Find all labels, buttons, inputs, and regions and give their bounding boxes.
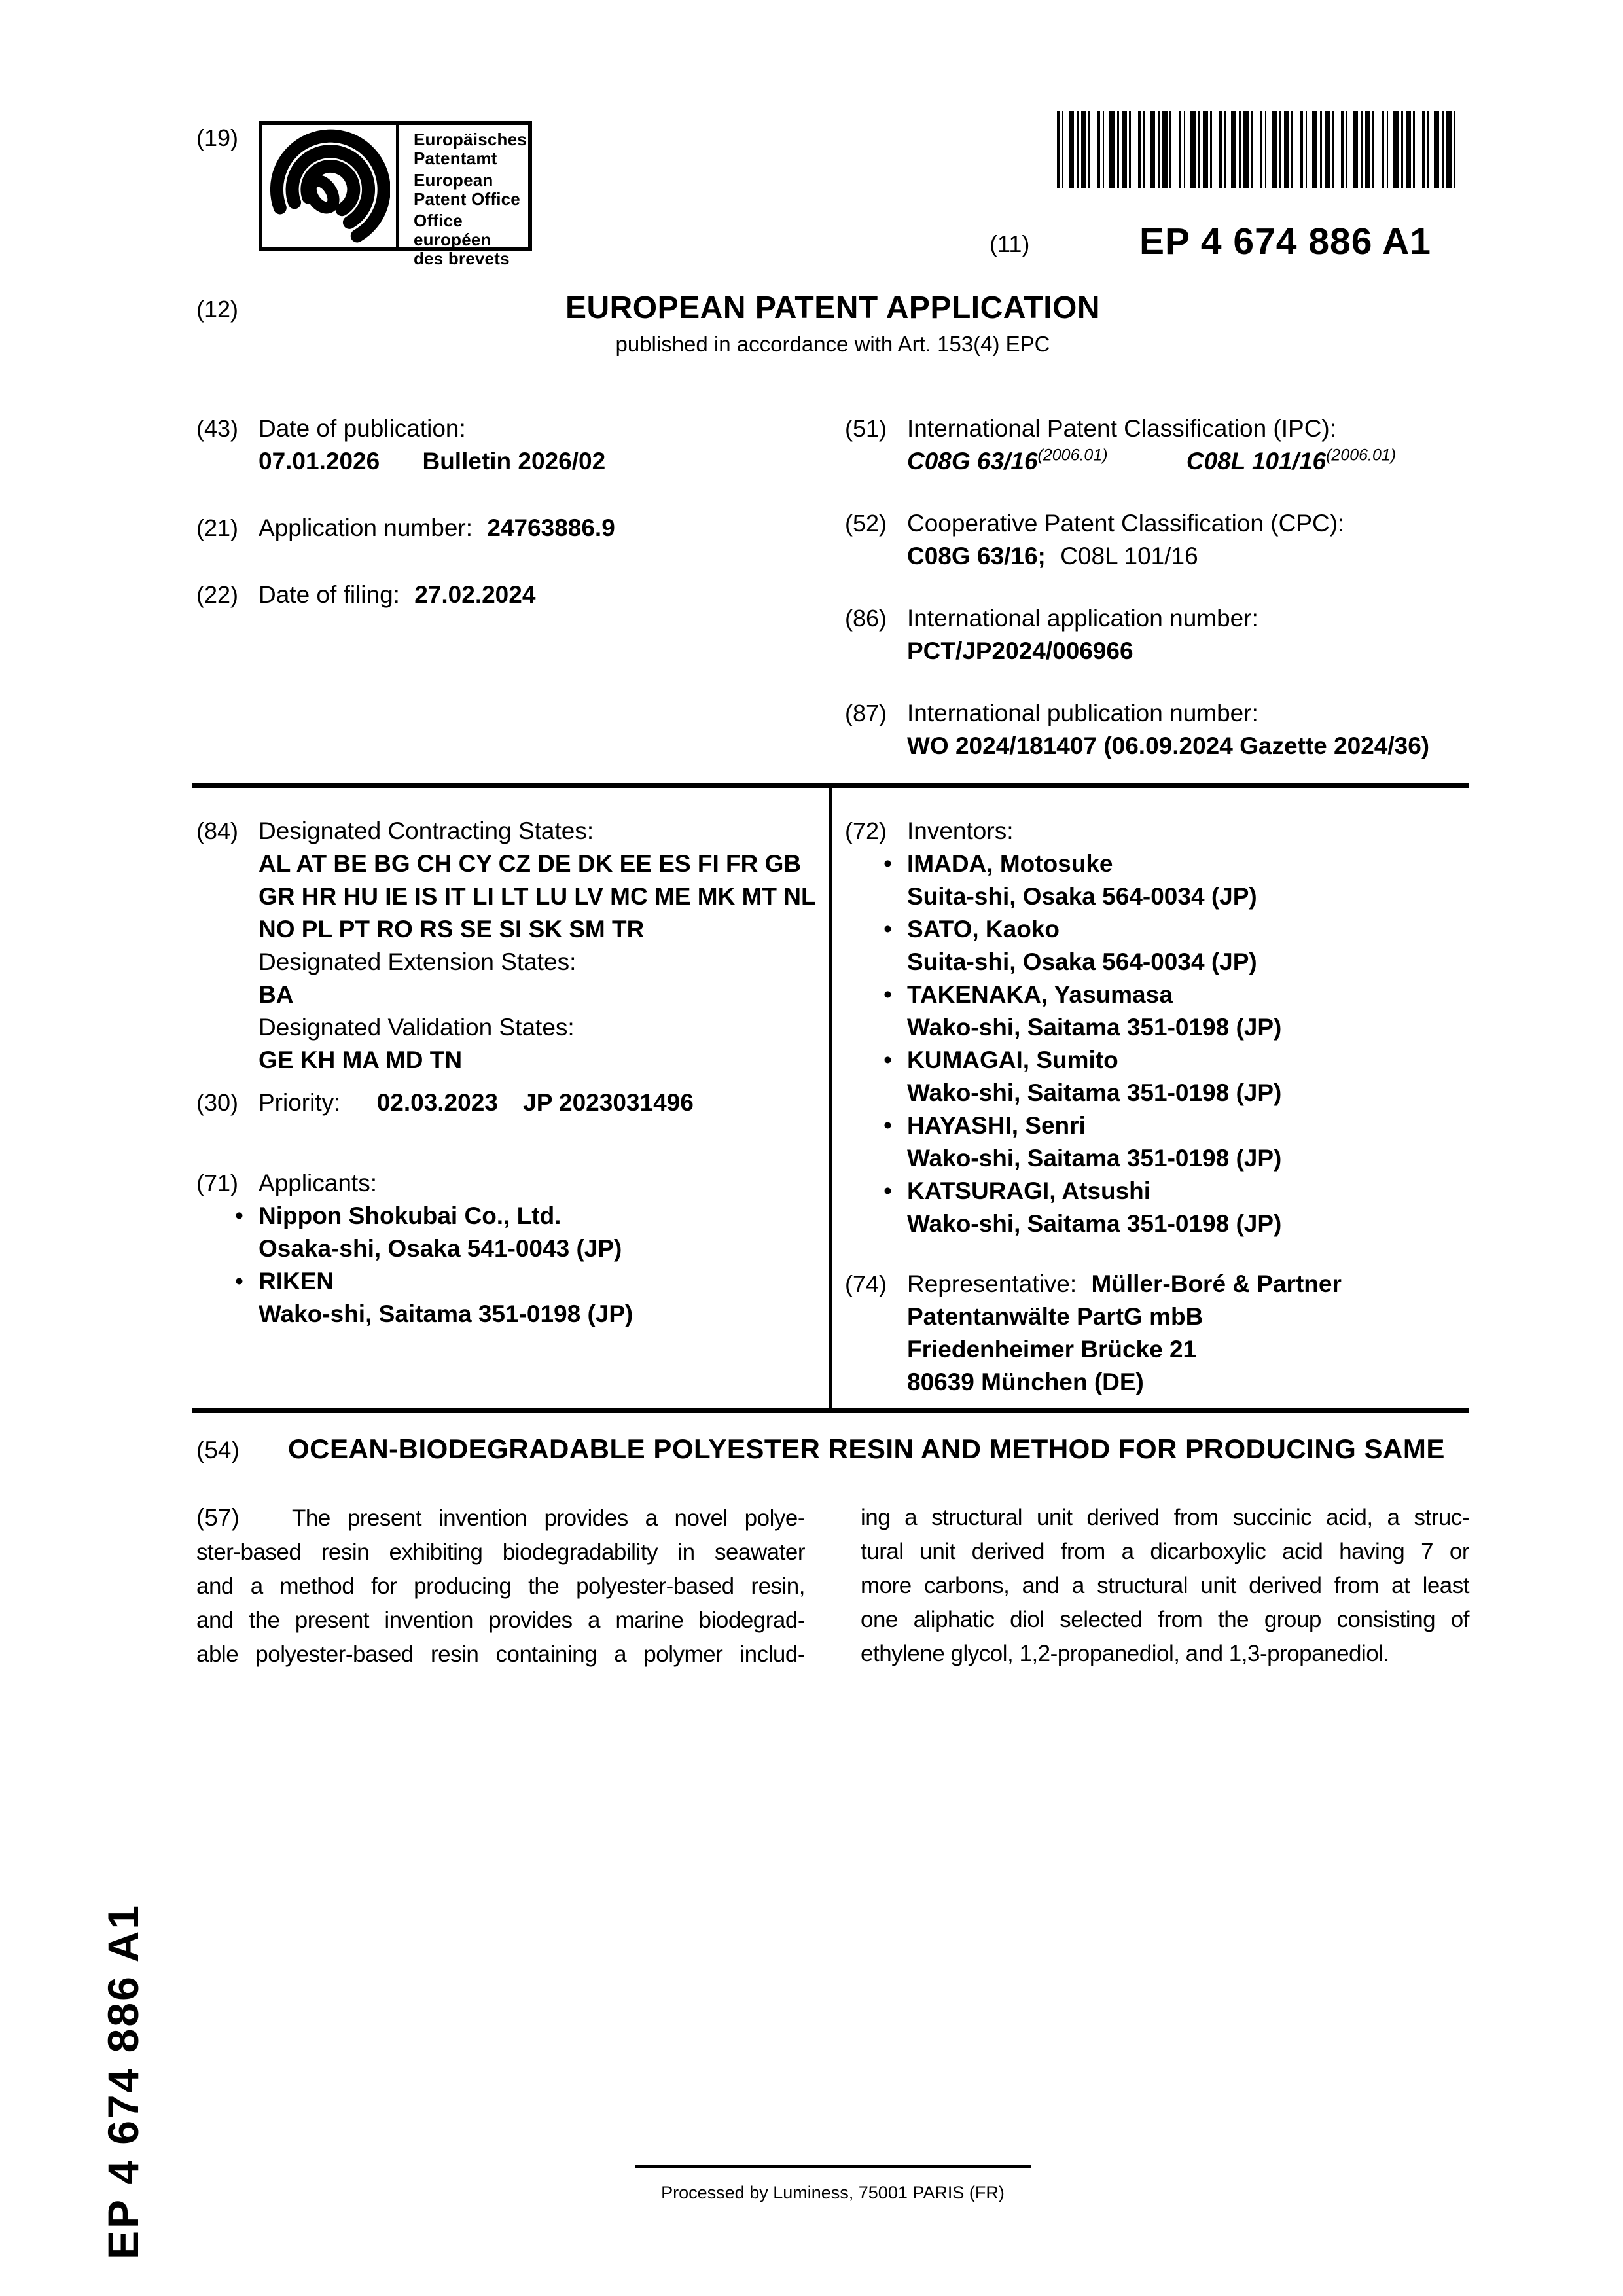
validation-states-title: Designated Validation States: bbox=[259, 1014, 575, 1041]
inid-43-label: (43) bbox=[196, 415, 239, 442]
inventor-item bbox=[907, 913, 1469, 978]
middle-bibliographic-section bbox=[196, 815, 1469, 1399]
contracting-states-title: Designated Contracting States: bbox=[259, 817, 594, 844]
abstract-left-column bbox=[196, 1501, 805, 1672]
inid-72-label: (72) bbox=[845, 817, 887, 844]
inventor-name: • KATSURAGI, Atsushi bbox=[907, 1177, 1151, 1204]
inid-30-label: (30) bbox=[196, 1089, 239, 1116]
inventor-address: Wako-shi, Saitama 351-0198 (JP) bbox=[907, 1210, 1282, 1237]
logo-text-de-2: Patentamt bbox=[414, 149, 497, 168]
field-filing-date bbox=[196, 579, 845, 611]
logo-text-fr-1: Office européen bbox=[414, 211, 491, 249]
inid-87-label: (87) bbox=[845, 700, 887, 726]
logo-text-de-1: Europäisches bbox=[414, 130, 527, 149]
representative-title: Representative: bbox=[907, 1270, 1077, 1297]
inventor-item bbox=[907, 848, 1469, 913]
abstract-line: more carbons, and a structural unit derived from at least bbox=[861, 1573, 1469, 1598]
footer bbox=[196, 2165, 1469, 2203]
document-kind-title: EUROPEAN PATENT APPLICATION bbox=[565, 291, 1101, 325]
inventor-name: • TAKENAKA, Yasumasa bbox=[907, 981, 1173, 1008]
applicant-name: • RIKEN bbox=[259, 1268, 334, 1295]
intl-publication-title: International publication number: bbox=[907, 700, 1258, 726]
abstract-line: (57) The present invention provides a novel polye- bbox=[196, 1501, 805, 1535]
abstract-line: tural unit derived from a dicarboxylic acid having 7 or bbox=[861, 1539, 1469, 1564]
application-number-value: 24763886.9 bbox=[487, 514, 615, 541]
priority-number: JP 2023031496 bbox=[523, 1089, 694, 1116]
filing-date-value: 27.02.2024 bbox=[414, 581, 536, 608]
contracting-states-line: GR HR HU IE IS IT LI LT LU LV MC ME MK MT NL bbox=[259, 883, 816, 910]
intl-application-value: PCT/JP2024/006966 bbox=[907, 637, 1133, 664]
field-publication-date bbox=[196, 412, 845, 478]
abstract-line: and the present invention provides a marine biodegrad- bbox=[196, 1607, 805, 1633]
field-priority bbox=[196, 1086, 845, 1119]
inid-71-label: (71) bbox=[196, 1170, 239, 1196]
top-bibliographic-section bbox=[196, 412, 1469, 762]
inventor-item bbox=[907, 1044, 1469, 1109]
inventor-address: Wako-shi, Saitama 351-0198 (JP) bbox=[907, 1079, 1282, 1106]
inid-84-label: (84) bbox=[196, 817, 239, 844]
inid-11-label: (11) bbox=[990, 230, 1030, 257]
top-right-column bbox=[845, 412, 1469, 762]
applicant-item bbox=[259, 1265, 845, 1331]
inid-19-label: (19) bbox=[196, 124, 239, 151]
field-ipc bbox=[845, 412, 1469, 478]
publication-date-value: 07.01.2026 bbox=[259, 448, 380, 475]
applicant-address: Wako-shi, Saitama 351-0198 (JP) bbox=[259, 1300, 633, 1327]
applicant-name: • Nippon Shokubai Co., Ltd. bbox=[259, 1202, 562, 1229]
logo-text-fr-2: des brevets bbox=[414, 249, 510, 268]
barcode-icon bbox=[1057, 111, 1463, 188]
footer-text: Processed by Luminess, 75001 PARIS (FR) bbox=[661, 2183, 1005, 2202]
ipc-version-1: (2006.01) bbox=[1037, 446, 1108, 465]
publication-number: EP 4 674 886 A1 bbox=[1139, 221, 1432, 262]
abstract-line: ster-based resin exhibiting biodegradability in seawater bbox=[196, 1539, 805, 1565]
representative-line: Friedenheimer Brücke 21 bbox=[907, 1336, 1197, 1363]
inid-12-label: (12) bbox=[196, 296, 239, 323]
inventor-item bbox=[907, 1175, 1469, 1240]
inid-21-label: (21) bbox=[196, 514, 239, 541]
field-designated-states bbox=[196, 815, 845, 1077]
inventor-address: Suita-shi, Osaka 564-0034 (JP) bbox=[907, 948, 1257, 975]
field-applicants bbox=[196, 1167, 845, 1331]
applicants-title: Applicants: bbox=[259, 1170, 377, 1196]
document-kind-note: published in accordance with Art. 153(4) EPC bbox=[615, 332, 1050, 356]
abstract-line: able polyester-based resin containing a polymer includ- bbox=[196, 1641, 805, 1667]
validation-states-value: GE KH MA MD TN bbox=[259, 1047, 463, 1073]
representative-name: Müller-Boré & Partner bbox=[1091, 1270, 1342, 1297]
intl-application-title: International application number: bbox=[907, 605, 1258, 632]
invention-title: OCEAN-BIODEGRADABLE POLYESTER RESIN AND METHOD FOR PRODUCING SAME bbox=[288, 1433, 1445, 1464]
horizontal-rule-top bbox=[192, 783, 1469, 788]
abstract-line: and a method for producing the polyester-based resin, bbox=[196, 1573, 805, 1599]
epo-logo bbox=[259, 121, 532, 268]
inventor-name: • KUMAGAI, Sumito bbox=[907, 1047, 1118, 1073]
extension-states-title: Designated Extension States: bbox=[259, 948, 577, 975]
field-inventors bbox=[845, 815, 1469, 1240]
inventor-item bbox=[907, 978, 1469, 1044]
abstract-line: ing a structural unit derived from succinic acid, a struc- bbox=[861, 1505, 1469, 1530]
inid-57-label: (57) bbox=[196, 1504, 240, 1531]
ipc-code-2: C08L 101/16 bbox=[1186, 448, 1327, 475]
priority-title: Priority: bbox=[259, 1089, 341, 1116]
abstract-line: ethylene glycol, 1,2-propanediol, and 1,3-propanediol. bbox=[861, 1641, 1389, 1666]
cpc-code-bold: C08G 63/16; bbox=[907, 543, 1046, 569]
epo-swirl-icon bbox=[262, 125, 399, 247]
inventors-title: Inventors: bbox=[907, 817, 1014, 844]
bulletin-value: Bulletin 2026/02 bbox=[422, 448, 606, 475]
field-application-number bbox=[196, 512, 845, 545]
ipc-code-1: C08G 63/16 bbox=[907, 448, 1038, 475]
ipc-version-2: (2006.01) bbox=[1326, 446, 1397, 465]
applicant-address: Osaka-shi, Osaka 541-0043 (JP) bbox=[259, 1235, 622, 1262]
contracting-states-line: AL AT BE BG CH CY CZ DE DK EE ES FI FR GB bbox=[259, 850, 802, 877]
applicant-item bbox=[259, 1200, 845, 1265]
priority-date: 02.03.2023 bbox=[376, 1089, 498, 1116]
inid-51-label: (51) bbox=[845, 415, 887, 442]
logo-text-en-1: European bbox=[414, 170, 493, 190]
application-number-title: Application number: bbox=[259, 514, 473, 541]
inventor-name: • SATO, Kaoko bbox=[907, 916, 1060, 942]
ipc-title: International Patent Classification (IPC): bbox=[907, 415, 1337, 442]
abstract-right-column bbox=[861, 1501, 1469, 1671]
representative-line: 80639 München (DE) bbox=[907, 1369, 1144, 1395]
inventor-name: • IMADA, Motosuke bbox=[907, 850, 1113, 877]
abstract-line: one aliphatic diol selected from the group consisting of bbox=[861, 1607, 1469, 1632]
inid-86-label: (86) bbox=[845, 605, 887, 632]
document-kind bbox=[196, 290, 1469, 357]
epo-logo-text bbox=[399, 125, 528, 268]
field-cpc bbox=[845, 507, 1469, 573]
inid-22-label: (22) bbox=[196, 581, 239, 608]
cpc-code-rest: C08L 101/16 bbox=[1060, 543, 1198, 569]
publication-date-title: Date of publication: bbox=[259, 415, 466, 442]
inid-74-label: (74) bbox=[845, 1270, 887, 1297]
contracting-states-line: NO PL PT RO RS SE SI SK SM TR bbox=[259, 916, 645, 942]
sideways-publication-number: EP 4 674 886 A1 bbox=[99, 1903, 147, 2259]
field-international-publication bbox=[845, 697, 1469, 762]
field-invention-title bbox=[196, 1433, 1469, 1465]
filing-date-title: Date of filing: bbox=[259, 581, 400, 608]
footer-rule bbox=[635, 2165, 1031, 2168]
field-representative bbox=[845, 1268, 1469, 1399]
inid-52-label: (52) bbox=[845, 510, 887, 537]
middle-left-column bbox=[196, 815, 845, 1399]
inventor-address: Suita-shi, Osaka 564-0034 (JP) bbox=[907, 883, 1257, 910]
representative-line: Patentanwälte PartG mbB bbox=[907, 1303, 1204, 1330]
extension-states-value: BA bbox=[259, 981, 294, 1008]
inventor-address: Wako-shi, Saitama 351-0198 (JP) bbox=[907, 1145, 1282, 1172]
inid-54-label: (54) bbox=[196, 1437, 240, 1463]
field-international-application bbox=[845, 602, 1469, 668]
intl-publication-value: WO 2024/181407 (06.09.2024 Gazette 2024/36) bbox=[907, 732, 1430, 759]
inventor-name: • HAYASHI, Senri bbox=[907, 1112, 1086, 1139]
cpc-title: Cooperative Patent Classification (CPC): bbox=[907, 510, 1345, 537]
middle-right-column bbox=[845, 815, 1469, 1399]
horizontal-rule-bottom bbox=[192, 1408, 1469, 1413]
logo-text-en-2: Patent Office bbox=[414, 189, 520, 209]
inventor-item bbox=[907, 1109, 1469, 1175]
top-left-column bbox=[196, 412, 845, 762]
inventor-address: Wako-shi, Saitama 351-0198 (JP) bbox=[907, 1014, 1282, 1041]
